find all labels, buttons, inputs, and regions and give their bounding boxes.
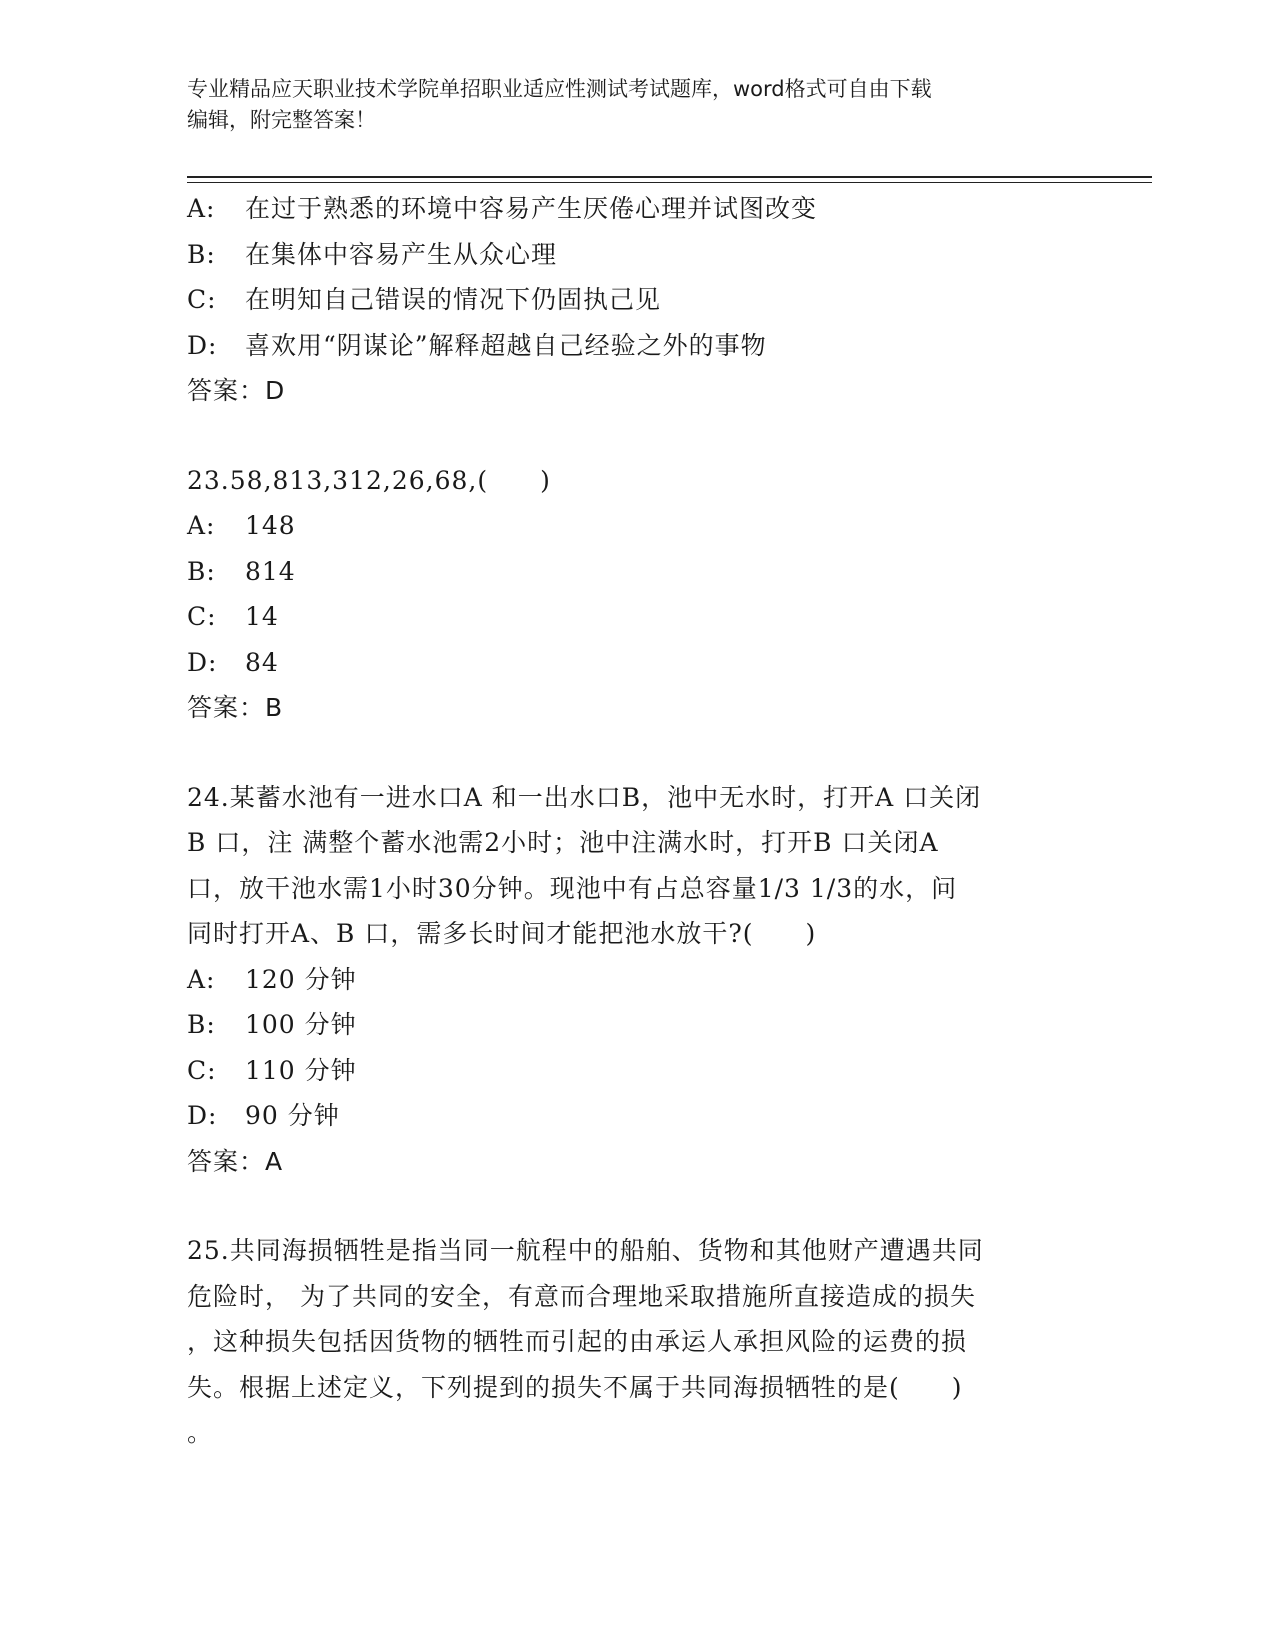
header-divider-thin — [187, 182, 1152, 183]
question-stem-line: B 口，注 满整个蓄水池需2小时；池中注满水时，打开B 口关闭A — [187, 828, 939, 857]
question-stem-line: 失。根据上述定义，下列提到的损失不属于共同海损牺牲的是( ) — [187, 1372, 963, 1402]
question-stem-line: 25.共同海损牺牲是指当同一航程中的船舶、货物和其他财产遭遇共同 — [187, 1236, 984, 1265]
spacer — [187, 414, 1087, 458]
option-letter: C: — [187, 602, 217, 631]
option-text: 在过于熟悉的环境中容易产生厌倦心理并试图改变 — [245, 194, 818, 223]
option-letter: A: — [187, 194, 216, 223]
option-a — [187, 186, 1087, 232]
option-a — [187, 503, 1087, 549]
option-text: 喜欢用“阴谋论”解释超越自己经验之外的事物 — [245, 330, 767, 360]
option-text: 在集体中容易产生从众心理 — [245, 239, 558, 269]
option-letter: D: — [187, 330, 218, 360]
option-text: 148 — [245, 511, 296, 540]
option-text: 84 — [245, 647, 279, 677]
option-c — [187, 1048, 1087, 1094]
option-letter: D: — [187, 647, 218, 677]
option-a — [187, 957, 1087, 1003]
question-stem-line: 24.某蓄水池有一进水口A 和一出水口B，池中无水时，打开A 口关闭 — [187, 782, 982, 812]
question-content — [187, 186, 1087, 1456]
option-text: 90 分钟 — [245, 1101, 340, 1130]
header-divider-thick — [187, 176, 1152, 178]
option-text: 814 — [245, 556, 296, 586]
header-line-2: 编辑，附完整答案！ — [187, 108, 376, 132]
option-text: 在明知自己错误的情况下仍固执己见 — [245, 285, 662, 314]
page-header — [187, 74, 1087, 136]
answer-label: 答案：A — [187, 1146, 284, 1176]
option-letter: D: — [187, 1101, 218, 1130]
question-stem-line: 同时打开A、B 口，需多长时间才能把池水放干?( ) — [187, 919, 817, 948]
answer-label: 答案：B — [187, 693, 284, 722]
question-23 — [187, 458, 1087, 731]
option-c — [187, 277, 1087, 323]
option-text: 110 分钟 — [245, 1055, 357, 1085]
option-text: 120 分钟 — [245, 964, 357, 994]
option-d — [187, 1093, 1087, 1139]
option-letter: A: — [187, 964, 216, 994]
option-text: 14 — [245, 602, 279, 631]
option-letter: B: — [187, 1010, 216, 1039]
option-d — [187, 323, 1087, 369]
option-letter: B: — [187, 239, 216, 269]
question-stem-line: ，这种损失包括因货物的牺牲而引起的由承运人承担风险的运费的损 — [187, 1327, 968, 1356]
question-stem-line: 口，放干池水需1小时30分钟。现池中有占总容量1/3 1/3的水，问 — [187, 873, 958, 903]
question-stem-line: 。 — [187, 1418, 214, 1447]
answer-label: 答案：D — [187, 376, 286, 405]
header-line-1: 专业精品应天职业技术学院单招职业适应性测试考试题库，word格式可自由下载 — [187, 77, 932, 101]
option-letter: C: — [187, 285, 217, 314]
question-24 — [187, 775, 1087, 1185]
question-stem-line: 危险时， 为了共同的安全，有意而合理地采取措施所直接造成的损失 — [187, 1281, 976, 1311]
option-d — [187, 640, 1087, 686]
option-letter: B: — [187, 556, 216, 586]
option-letter: C: — [187, 1055, 217, 1085]
option-c — [187, 594, 1087, 640]
question-25 — [187, 1228, 1087, 1456]
question-22 — [187, 186, 1087, 414]
option-b — [187, 549, 1087, 595]
option-b — [187, 1002, 1087, 1048]
option-text: 100 分钟 — [245, 1010, 357, 1039]
spacer — [187, 1184, 1087, 1228]
spacer — [187, 731, 1087, 775]
option-letter: A: — [187, 511, 216, 540]
option-b — [187, 232, 1087, 278]
question-stem: 23.58,813,312,26,68,( ) — [187, 465, 551, 495]
